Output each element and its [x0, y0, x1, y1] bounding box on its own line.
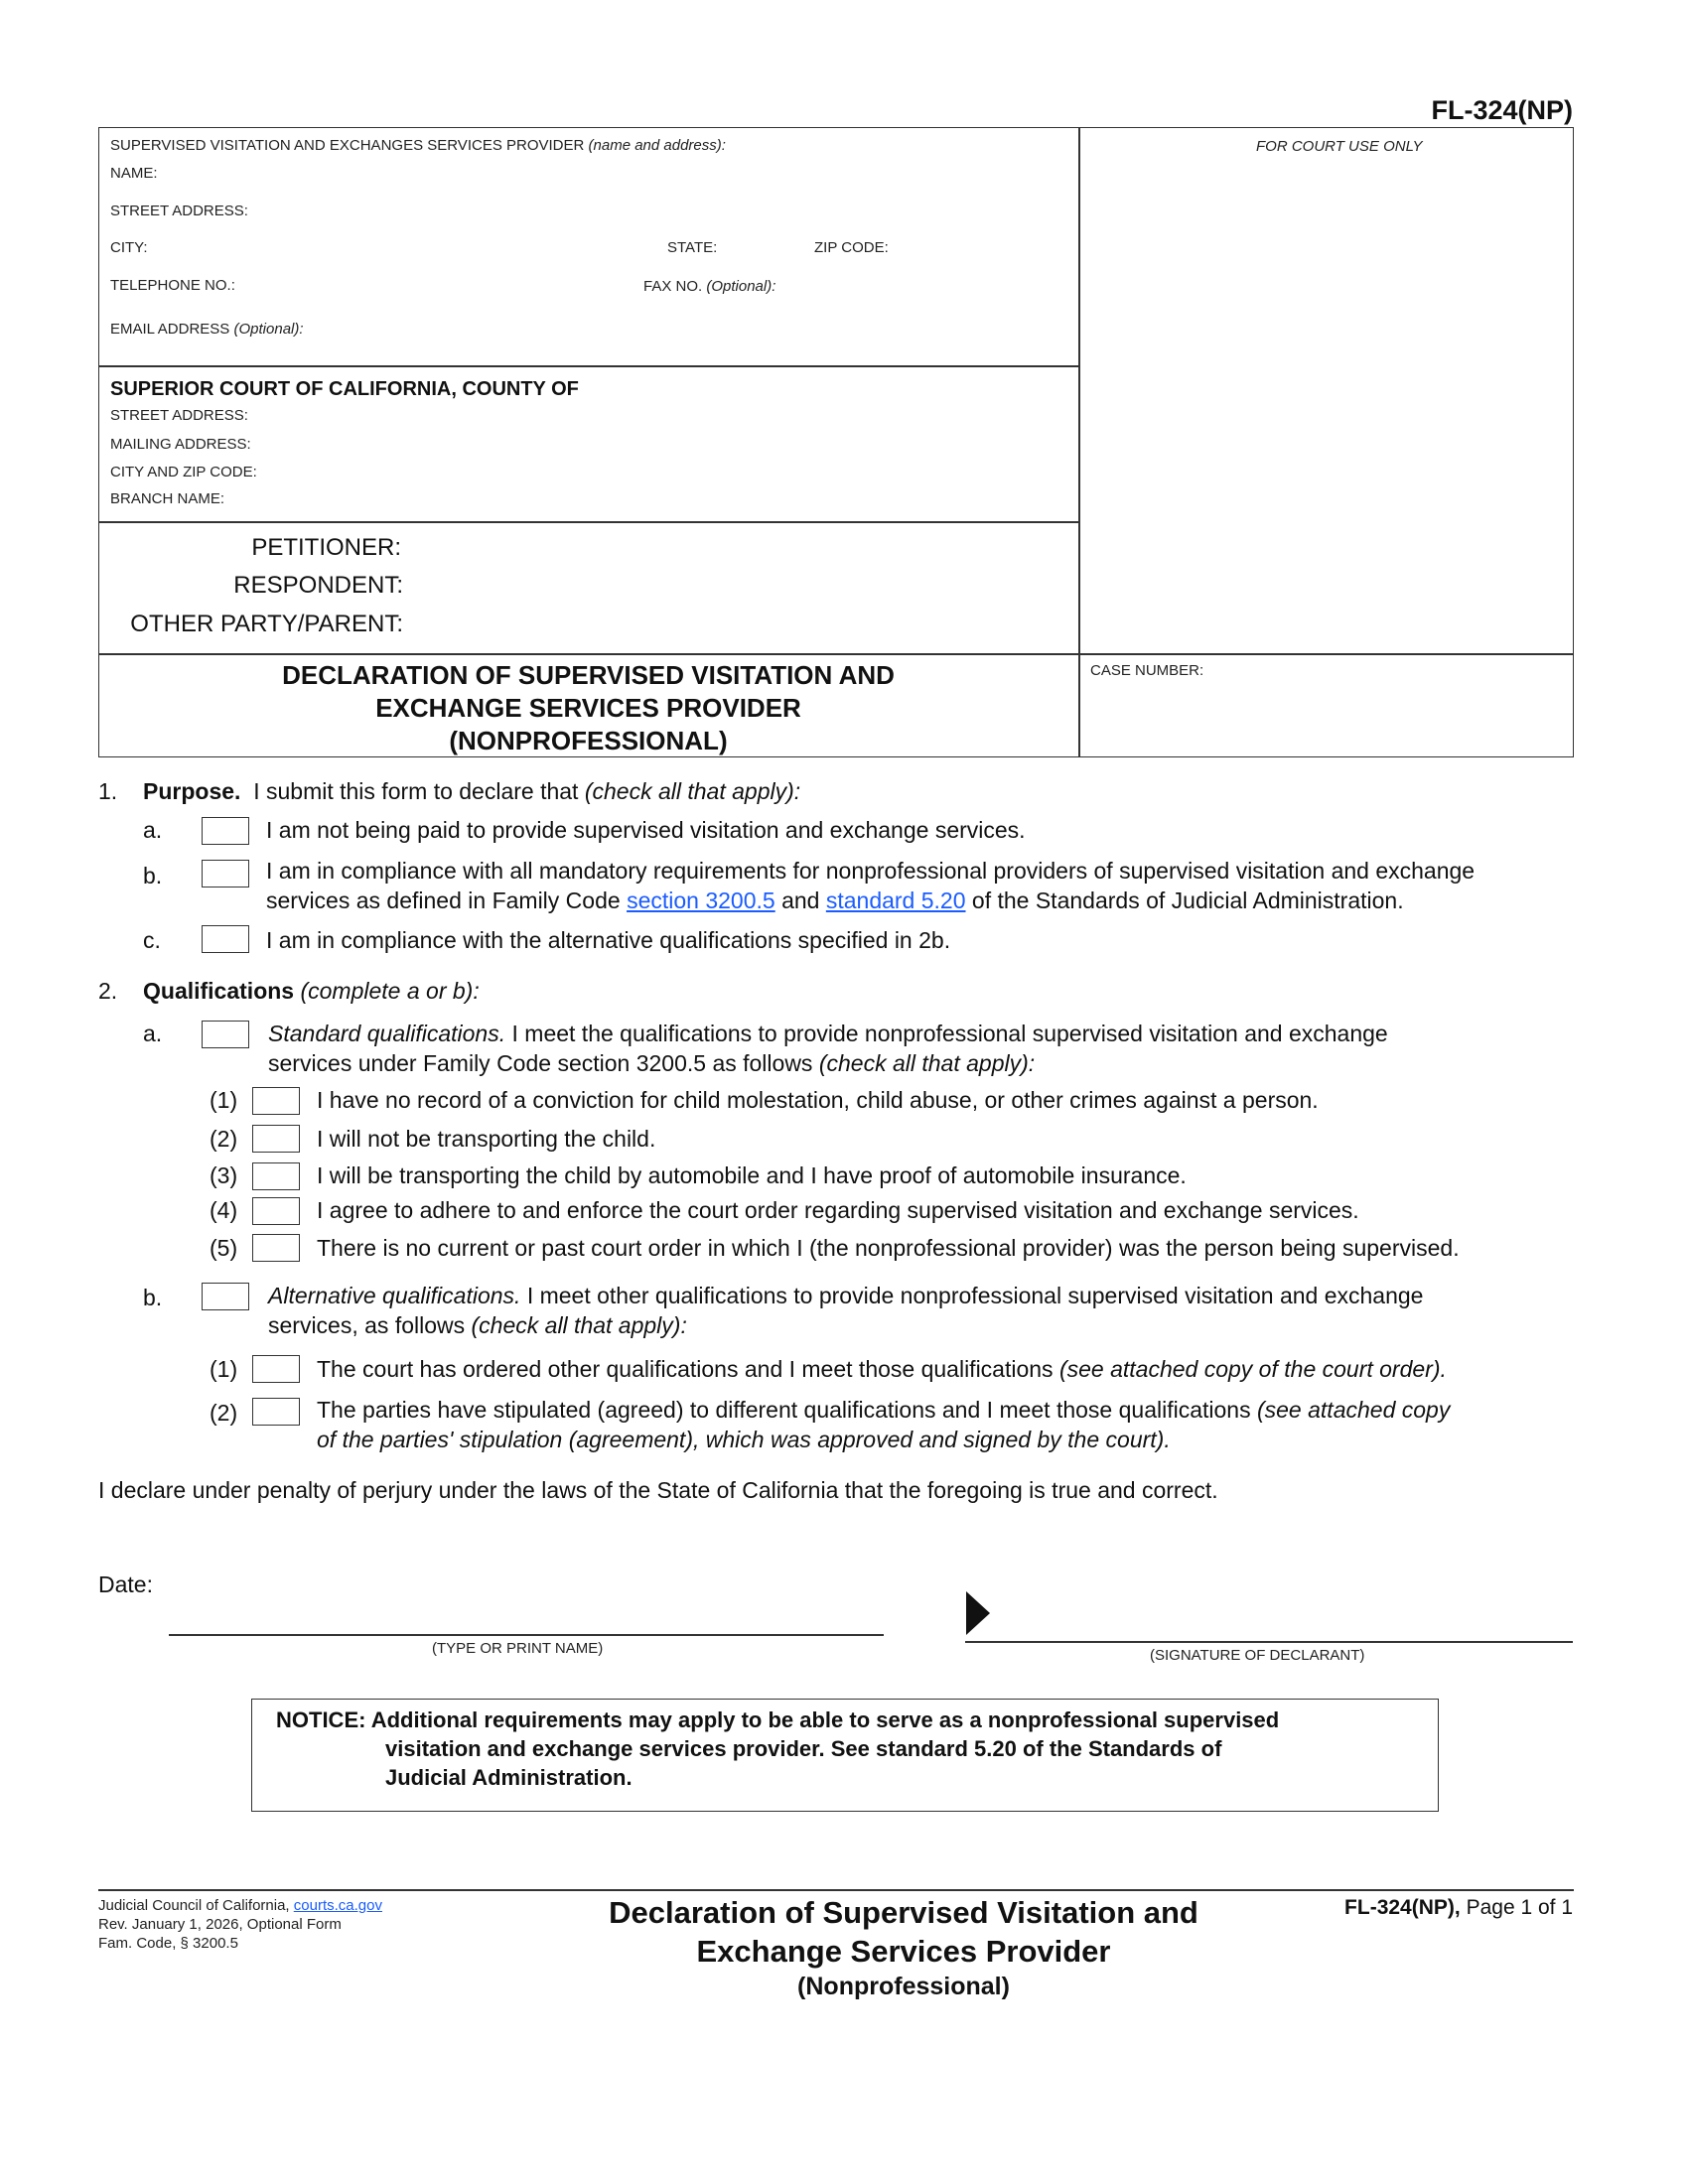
date-label: Date:: [98, 1571, 153, 1597]
standard-5-20-link[interactable]: standard 5.20: [825, 887, 966, 913]
phone-field[interactable]: TELEPHONE NO.:: [110, 277, 235, 294]
form-title: DECLARATION OF SUPERVISED VISITATION AND EXCHANGE SERVICES PROVIDER (NONPROFESSIONAL): [282, 660, 895, 755]
item-text: The parties have stipulated (agreed) to different qualifications and I meet those qualifications (see attached copy: [317, 1397, 1451, 1423]
court-street-field[interactable]: STREET ADDRESS:: [110, 407, 248, 424]
checkbox-2a3[interactable]: [252, 1162, 300, 1190]
sub-number: (4): [210, 1197, 238, 1223]
item-text: I am in compliance with all mandatory requirements for nonprofessional providers of supervised visitation and exchange: [266, 858, 1476, 884]
section-number: 1.: [98, 778, 118, 804]
item-letter: b.: [143, 1285, 163, 1310]
checkbox-1b[interactable]: [202, 860, 249, 887]
footer-title: Declaration of Supervised Visitation and Exchange Services Provider (Nonprofessional): [609, 1895, 1198, 2000]
item-text: Standard qualifications. I meet the qualifications to provide nonprofessional supervised visitation and exchange: [268, 1021, 1388, 1046]
item-text: of the parties' stipulation (agreement), which was approved and signed by the court).: [317, 1427, 1171, 1452]
item-letter: b.: [143, 863, 163, 888]
item-text: The court has ordered other qualifications and I meet those qualifications (see attached copy of the court order).: [317, 1356, 1447, 1382]
section-3200-5-link[interactable]: section 3200.5: [627, 887, 775, 913]
divider: [98, 521, 1078, 523]
other-party-field[interactable]: OTHER PARTY/PARENT:: [130, 611, 403, 637]
checkbox-2b[interactable]: [202, 1283, 249, 1310]
checkbox-2a5[interactable]: [252, 1234, 300, 1262]
checkbox-2a4[interactable]: [252, 1197, 300, 1225]
checkbox-1c[interactable]: [202, 925, 249, 953]
item-text: I will not be transporting the child.: [317, 1126, 656, 1152]
court-cityzip-field[interactable]: CITY AND ZIP CODE:: [110, 464, 257, 480]
item-letter: a.: [143, 817, 163, 843]
court-use-label: FOR COURT USE ONLY: [1256, 138, 1423, 155]
section-number: 2.: [98, 978, 118, 1004]
item-text: I agree to adhere to and enforce the court order regarding supervised visitation and exchange services.: [317, 1197, 1359, 1223]
item-text: I will be transporting the child by automobile and I have proof of automobile insurance.: [317, 1162, 1187, 1188]
checkbox-2b1[interactable]: [252, 1355, 300, 1383]
divider: [98, 653, 1574, 655]
city-field[interactable]: CITY:: [110, 239, 148, 256]
arrow-icon: [966, 1591, 990, 1635]
name-field[interactable]: NAME:: [110, 165, 158, 182]
sub-number: (2): [210, 1400, 238, 1426]
case-number-field[interactable]: CASE NUMBER:: [1090, 662, 1204, 679]
sub-number: (5): [210, 1235, 238, 1261]
purpose-heading: Purpose. I submit this form to declare that (check all that apply):: [143, 778, 801, 804]
item-text: I am not being paid to provide supervised visitation and exchange services.: [266, 817, 1026, 843]
item-text: There is no current or past court order in which I (the nonprofessional provider) was the person being supervised.: [317, 1235, 1460, 1261]
provider-heading: SUPERVISED VISITATION AND EXCHANGES SERVICES PROVIDER (name and address):: [110, 137, 726, 154]
item-text: services under Family Code section 3200.5 as follows (check all that apply):: [268, 1050, 1036, 1076]
declaration-statement: I declare under penalty of perjury under the laws of the State of California that the foregoing is true and correct.: [98, 1477, 1218, 1503]
court-branch-field[interactable]: BRANCH NAME:: [110, 490, 225, 507]
item-letter: c.: [143, 927, 161, 953]
signature-line[interactable]: [965, 1641, 1573, 1643]
court-heading: SUPERIOR COURT OF CALIFORNIA, COUNTY OF: [110, 378, 579, 400]
footer-rule: [98, 1889, 1574, 1891]
state-field[interactable]: STATE:: [667, 239, 718, 256]
item-text: I have no record of a conviction for child molestation, child abuse, or other crimes against a person.: [317, 1087, 1319, 1113]
item-text: services as defined in Family Code section 3200.5 and standard 5.20 of the Standards of Judicial Administration.: [266, 887, 1404, 913]
court-mailing-field[interactable]: MAILING ADDRESS:: [110, 436, 251, 453]
item-text: Alternative qualifications. I meet other qualifications to provide nonprofessional supervised visitation and exchange: [268, 1283, 1424, 1308]
sub-number: (3): [210, 1162, 238, 1188]
divider: [98, 365, 1078, 367]
notice-text: NOTICE: Additional requirements may apply to be able to serve as a nonprofessional supervised visitation and exchange services provider. See standard 5.20 of the Standards of Judicial Administration.: [276, 1707, 1280, 1790]
sub-number: (1): [210, 1356, 238, 1382]
print-name-label: (TYPE OR PRINT NAME): [432, 1640, 604, 1657]
checkbox-2a1[interactable]: [252, 1087, 300, 1115]
qualifications-heading: Qualifications (complete a or b):: [143, 978, 480, 1004]
checkbox-2a[interactable]: [202, 1021, 249, 1048]
respondent-field[interactable]: RESPONDENT:: [233, 572, 403, 599]
item-text: services, as follows (check all that apply):: [268, 1312, 687, 1338]
footer-info: Judicial Council of California, courts.ca.gov Rev. January 1, 2026, Optional Form Fam. Code, § 3200.5: [98, 1897, 382, 1952]
form-id: FL-324(NP): [1431, 95, 1573, 125]
footer-page: FL-324(NP), Page 1 of 1: [1344, 1896, 1573, 1919]
street-field[interactable]: STREET ADDRESS:: [110, 203, 248, 219]
divider: [1078, 127, 1080, 757]
fax-field[interactable]: FAX NO. (Optional):: [643, 278, 776, 295]
checkbox-1a[interactable]: [202, 817, 249, 845]
courts-link[interactable]: courts.ca.gov: [293, 1897, 382, 1914]
signature-label: (SIGNATURE OF DECLARANT): [1150, 1647, 1365, 1664]
checkbox-2b2[interactable]: [252, 1398, 300, 1426]
zip-field[interactable]: ZIP CODE:: [814, 239, 889, 256]
checkbox-2a2[interactable]: [252, 1125, 300, 1153]
email-field[interactable]: EMAIL ADDRESS (Optional):: [110, 321, 304, 338]
item-letter: a.: [143, 1021, 163, 1046]
name-line[interactable]: [169, 1634, 884, 1636]
item-text: I am in compliance with the alternative qualifications specified in 2b.: [266, 927, 951, 953]
sub-number: (1): [210, 1087, 238, 1113]
petitioner-field[interactable]: PETITIONER:: [251, 534, 401, 561]
sub-number: (2): [210, 1126, 238, 1152]
